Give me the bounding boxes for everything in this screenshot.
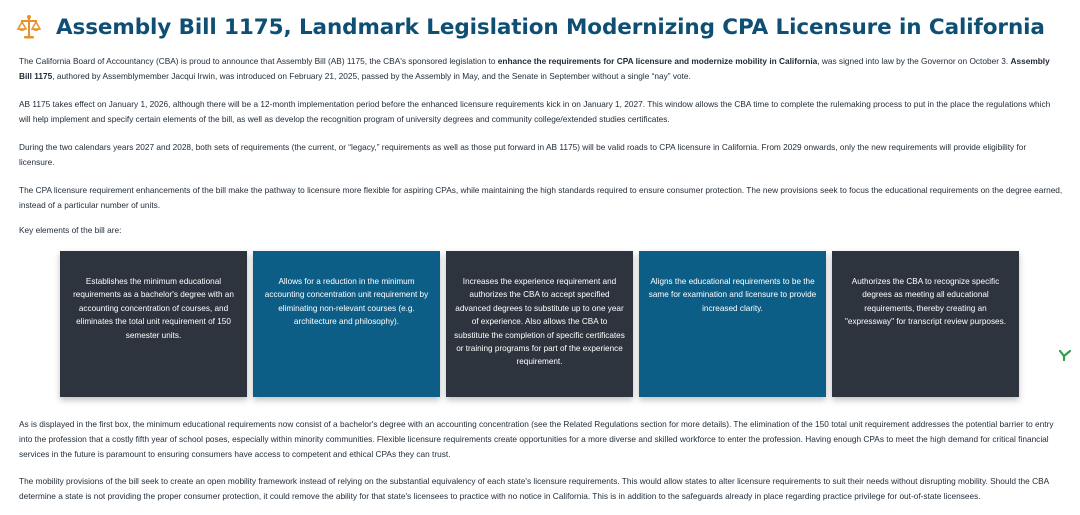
page-header bbox=[16, 12, 1066, 42]
mobility-paragraph: The mobility provisions of the bill seek to create an open mobility framework instead of relying on the substantial equivalency of each state's licensure requirements. This would allow states to alter licensure requirements to suit their needs without disrupting mobility. Should the CBA determine a state is not providing the proper consumer protection, it could remove the ability for that state's licensees to practice with no notice in California. This is in addition to the safeguards already in place regarding practice privilege for out-of-state licensees. bbox=[19, 476, 1049, 501]
education-paragraph: As is displayed in the first box, the minimum educational requirements now consist of a bachelor's degree with an accounting concentration (see the Related Regulations section for more details). The elimination of the 150 total unit requirement addresses the potential barrier to entry into the profession that a costly fifth year of school poses, especially within minority communities. Flexible licensure requirements create opportunities for a more diverse and skilled workforce to enter the profession. Having enough CPAs to meet the high demand for critical financial services in the future is paramount to ensuring consumers have access to competent and ethical CPAs they can trust. bbox=[19, 419, 1054, 459]
bill-name-bold: Assembly Bill 1175 bbox=[19, 56, 1050, 81]
key-element-card: Aligns the educational requirements to be the same for examination and licensure to provide increased clarity. bbox=[639, 251, 826, 397]
page-title: Assembly Bill 1175, Landmark Legislation Modernizing CPA Licensure in California bbox=[56, 14, 1045, 40]
transition-paragraph: During the two calendars years 2027 and 2028, both sets of requirements (the current, or “legacy,” requirements as well as those put forward in AB 1175) will be valid roads to CPA licensure in California. From 2029 onwards, only the new requirements will provide eligibility for licensure. bbox=[19, 142, 1027, 167]
enhancements-paragraph: The CPA licensure requirement enhancements of the bill make the pathway to licensure more flexible for aspiring CPAs, while maintaining the high standards required to ensure consumer protection. The new provisions seek to focus the educational requirements on the degree earned, instead of a particular number of units. bbox=[19, 185, 1063, 210]
key-element-card: Allows for a reduction in the minimum accounting concentration unit requirement by eliminating non-relevant courses (e.g. architecture and philosophy). bbox=[253, 251, 440, 397]
implementation-paragraph: AB 1175 takes effect on January 1, 2026, although there will be a 12-month implementation period before the enhanced licensure requirements kick in on January 1, 2027. This window allows the CBA time to complete the rulemaking process to put in the place the regulations which will help implement and specify certain elements of the bill, as well as develop the recognition program of university degrees and community college/extended studies certificates. bbox=[19, 99, 1051, 124]
key-element-card: Establishes the minimum educational requirements as a bachelor's degree with an accounting concentration of courses, and eliminates the total unit requirement of 150 semester units. bbox=[60, 251, 247, 397]
key-element-card: Increases the experience requirement and authorizes the CBA to accept specified advanced degrees to substitute up to one year of experience. Also allows the CBA to substitute the completion of specific certificates or training programs for part of the experience requirement. bbox=[446, 251, 633, 397]
intro-bold-phrase: enhance the requirements for CPA licensure and modernize mobility in California bbox=[497, 56, 818, 66]
intro-paragraph: The California Board of Accountancy (CBA) is proud to announce that Assembly Bill (AB) 1175, the CBA's sponsored legislation to enhance the requirements for CPA licensure and modernize mobility in California, was signed into law by the Governor on October 3. Assembly Bill 1175, authored by Assemblymember Jacqui Irwin, was introduced on February 21, 2025, passed by the Assembly in May, and the Senate in September without a single “nay” vote. bbox=[19, 56, 1050, 81]
key-elements-label: Key elements of the bill are: bbox=[19, 225, 122, 235]
y-check-badge-icon[interactable] bbox=[1058, 348, 1072, 362]
gavel-scales-icon bbox=[16, 14, 42, 40]
key-element-card: Authorizes the CBA to recognize specific degrees as meeting all educational requirements, thereby creating an "expressway" for transcript review purposes. bbox=[832, 251, 1019, 397]
key-elements-cards bbox=[60, 251, 1020, 397]
